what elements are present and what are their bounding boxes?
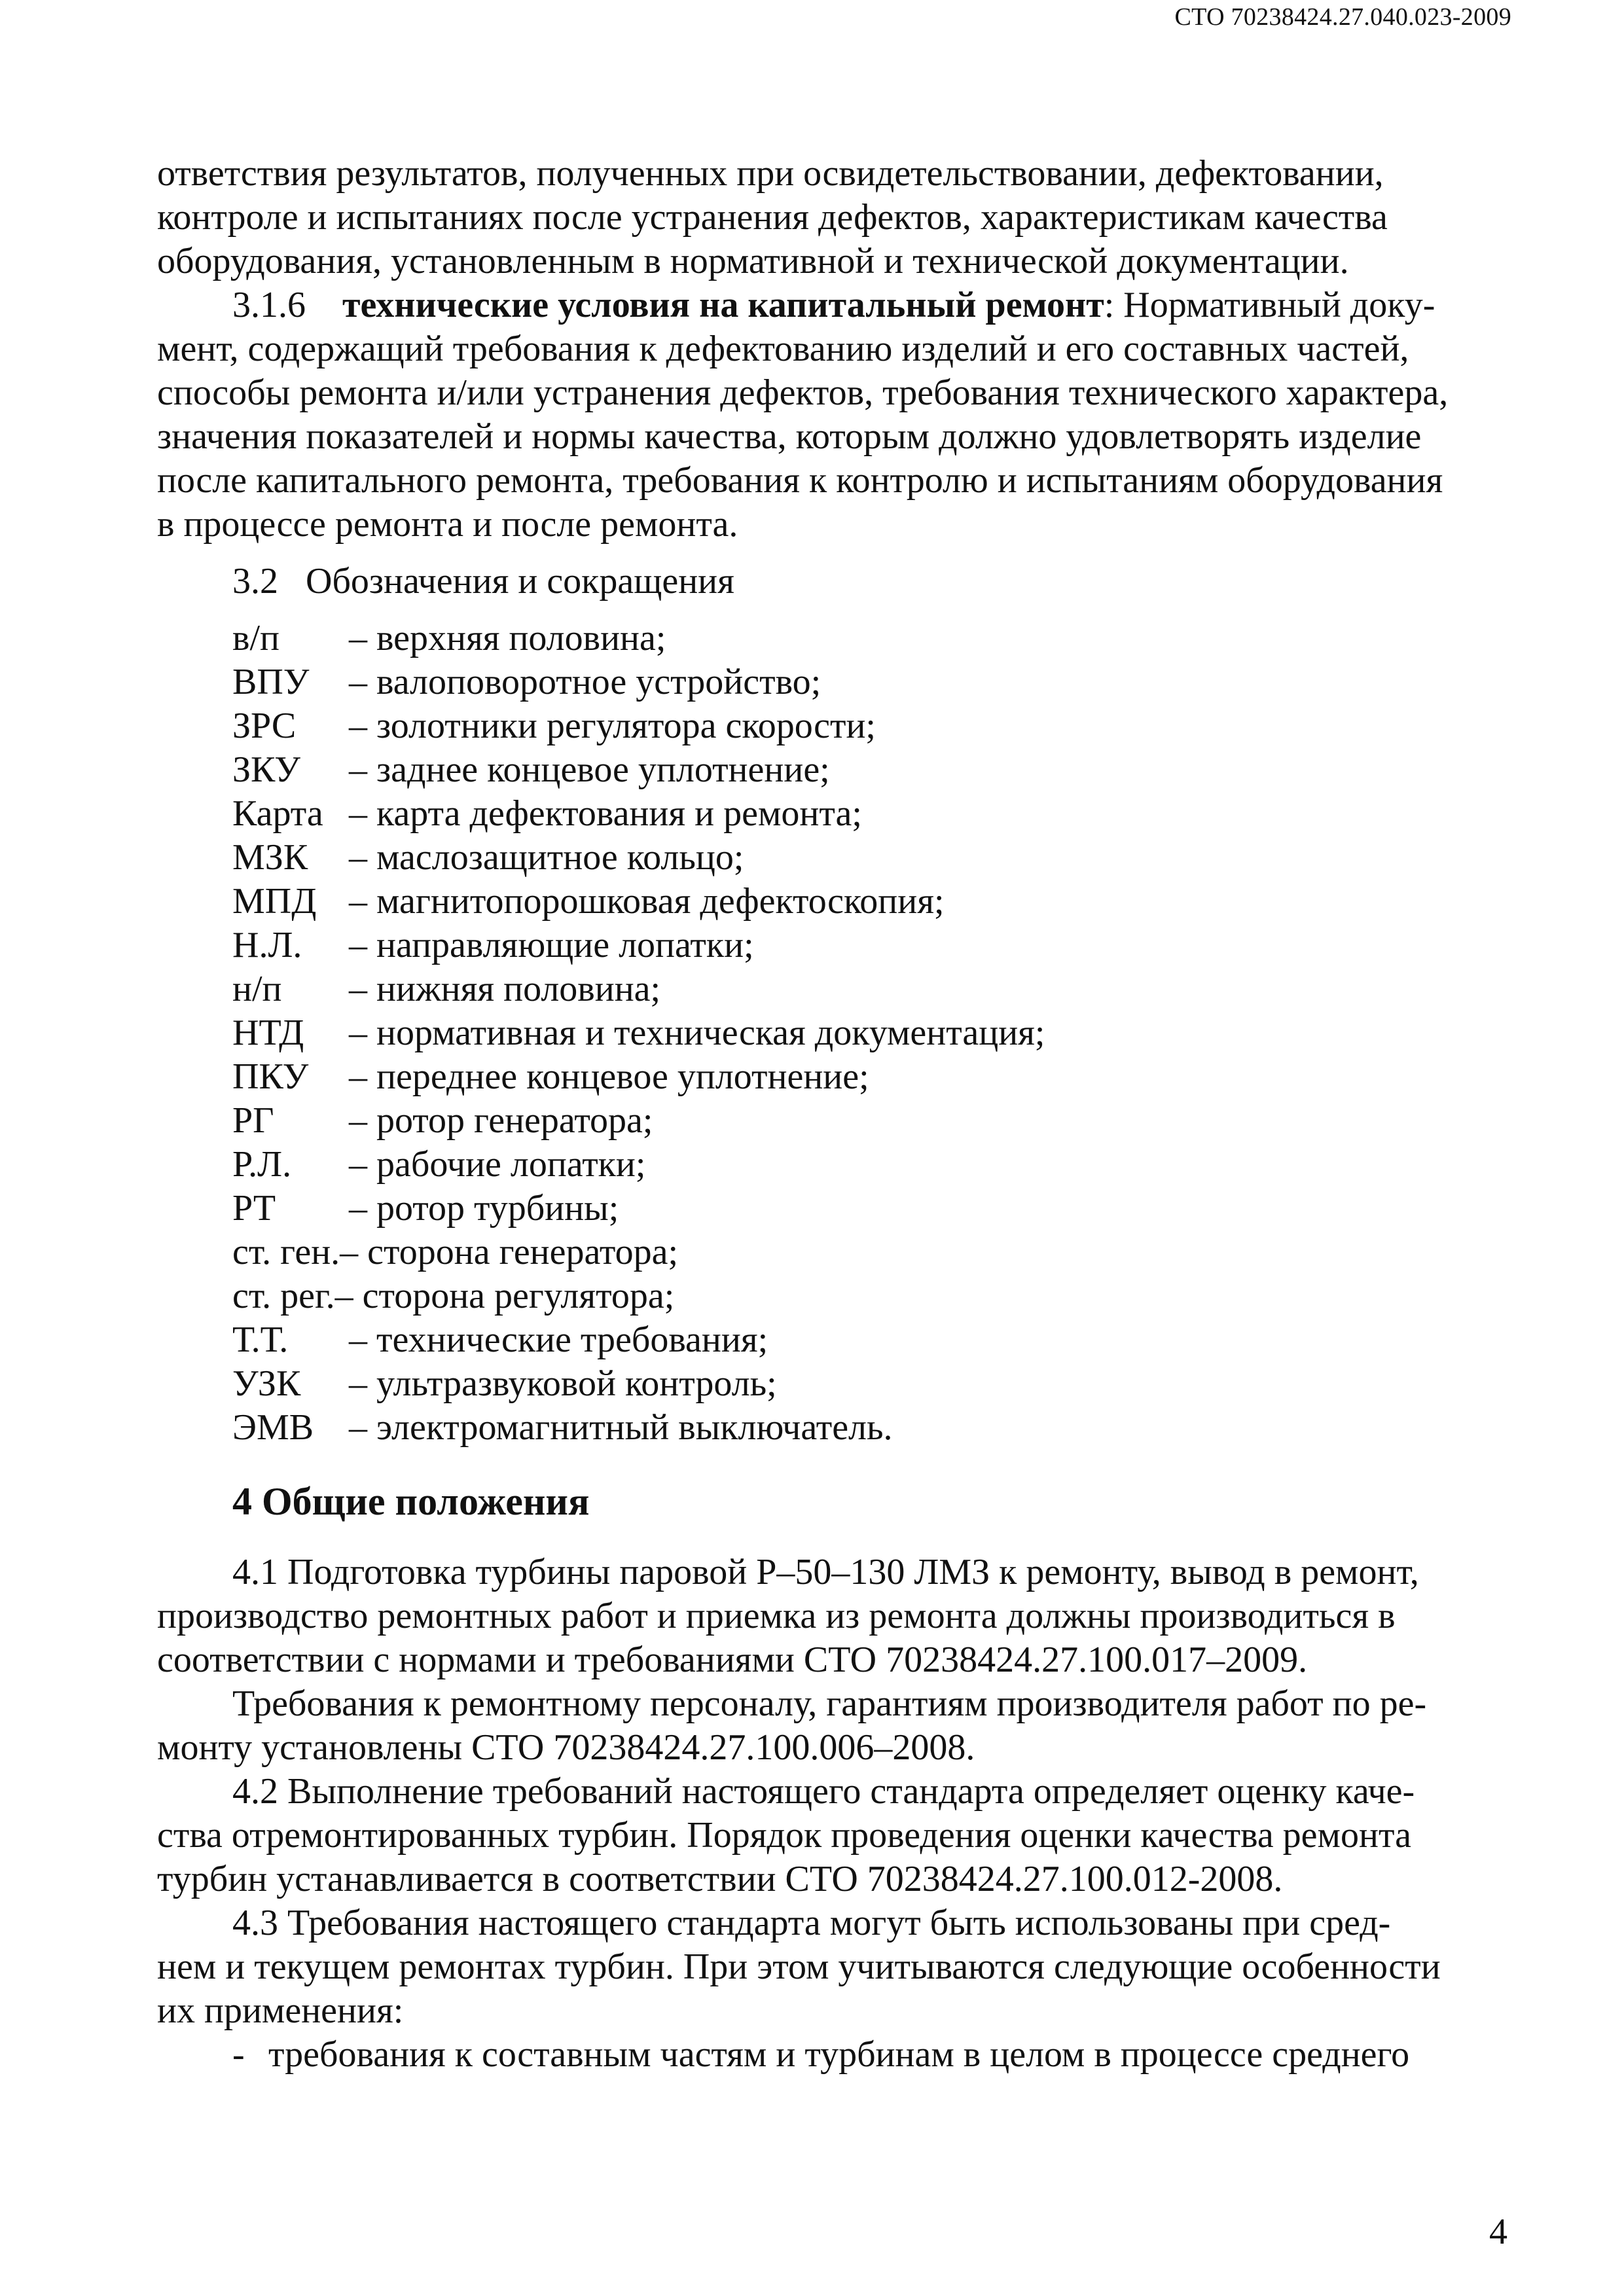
abbreviation: УЗК: [232, 1363, 301, 1404]
abbreviation-row: [232, 967, 1507, 1011]
text-line: ответствия результатов, полученных при освидетельствовании, дефектовании,: [157, 153, 1384, 194]
text-line: турбин устанавливается в соответствии СТО 70238424.27.100.012-2008.: [157, 1859, 1283, 1899]
abbreviation-row: [232, 1055, 1507, 1099]
abbreviation-definition: – рабочие лопатки;: [349, 1144, 646, 1185]
abbreviation-row: [232, 1274, 1507, 1318]
abbreviation-definition: – золотники регулятора скорости;: [349, 706, 876, 746]
clause-number: 3.1.6: [232, 285, 306, 325]
abbreviation-row: [232, 748, 1507, 792]
text-line: Требования к ремонтному персоналу, гарантиям производителя работ по ре-: [232, 1683, 1427, 1724]
bullet-dash: -: [232, 2034, 245, 2075]
abbreviation-definition: – валоповоротное устройство;: [349, 662, 821, 702]
abbreviation-row: [232, 1406, 1507, 1450]
abbreviation: ст. ген.: [232, 1232, 340, 1272]
text-line: производство ремонтных работ и приемка из ремонта должны производиться в: [157, 1596, 1396, 1636]
abbreviation: Т.Т.: [232, 1319, 289, 1360]
text-line: способы ремонта и/или устранения дефектов, требования технического характера,: [157, 372, 1449, 413]
abbreviation-row: [232, 1362, 1507, 1406]
text-line: монту установлены СТО 70238424.27.100.006–2008.: [157, 1727, 975, 1768]
abbreviation: Карта: [232, 793, 323, 834]
abbreviation-definition: – верхняя половина;: [349, 618, 666, 658]
abbreviation: н/п: [232, 969, 282, 1009]
abbreviation-definition: – сторона регулятора;: [334, 1276, 675, 1316]
abbreviation: ПКУ: [232, 1056, 309, 1097]
abbreviation: РТ: [232, 1188, 276, 1229]
page-number: 4: [1489, 2212, 1507, 2252]
abbreviation-row: [232, 924, 1507, 967]
paragraph-3-1-6: [157, 283, 1507, 547]
section-number: 4: [232, 1480, 252, 1523]
abbreviation: НТД: [232, 1013, 304, 1053]
abbreviation-definition: – сторона генератора;: [340, 1232, 679, 1272]
abbreviation: МЗК: [232, 837, 308, 878]
abbreviation: РГ: [232, 1100, 274, 1141]
abbreviation-row: [232, 617, 1507, 660]
abbreviation-definition: – переднее концевое уплотнение;: [349, 1056, 869, 1097]
definition-first-line: [157, 283, 1507, 327]
abbreviation-definition: – ультразвуковой контроль;: [349, 1363, 777, 1404]
text-line: в процессе ремонта и после ремонта.: [157, 504, 738, 545]
bullet-text: требования к составным частям и турбинам в целом в процессе среднего: [268, 2034, 1410, 2075]
abbreviation-row: [232, 1011, 1507, 1055]
abbreviation-definition: – нижняя половина;: [349, 969, 661, 1009]
abbreviation: в/п: [232, 618, 280, 658]
subsection-title: Обозначения и сокращения: [306, 561, 734, 601]
abbreviation-row: [232, 1318, 1507, 1362]
text-line: 4.2 Выполнение требований настоящего стандарта определяет оценку каче-: [232, 1771, 1415, 1812]
abbreviation-definition: – направляющие лопатки;: [349, 925, 754, 965]
abbreviation-definition: – ротор турбины;: [349, 1188, 619, 1229]
text-line: мент, содержащий требования к дефектованию изделий и его составных частей,: [157, 329, 1409, 369]
text-line: 4.1 Подготовка турбины паровой Р–50–130 ЛМЗ к ремонту, вывод в ремонт,: [232, 1552, 1419, 1592]
paragraph-4-3: [157, 1901, 1507, 2033]
abbreviation-definition: – нормативная и техническая документация;: [349, 1013, 1045, 1053]
abbreviation: МПД: [232, 881, 317, 922]
abbreviation-row: [232, 660, 1507, 704]
defined-term: технические условия на капитальный ремонт: [342, 285, 1104, 325]
abbreviation-row: [232, 880, 1507, 924]
paragraph-4-1: [157, 1551, 1507, 1682]
section-heading-4: [232, 1479, 1507, 1524]
abbreviation: ЗКУ: [232, 749, 300, 790]
text-line: соответствии с нормами и требованиями СТО 70238424.27.100.017–2009.: [157, 1640, 1308, 1680]
text-line: их применения:: [157, 1990, 404, 2031]
abbreviation-definition: – заднее концевое уплотнение;: [349, 749, 830, 790]
text-line: контроле и испытаниях после устранения дефектов, характеристикам качества: [157, 197, 1388, 238]
document-code-header: СТО 70238424.27.040.023-2009: [1174, 3, 1511, 31]
abbreviation: Н.Л.: [232, 925, 302, 965]
abbreviation-row: [232, 704, 1507, 748]
abbreviation-definition: – электромагнитный выключатель.: [349, 1407, 893, 1448]
text-line: значения показателей и нормы качества, которым должно удовлетворять изделие: [157, 416, 1422, 457]
abbreviation-definition: – карта дефектования и ремонта;: [349, 793, 862, 834]
subsection-heading-3-2: [232, 560, 1507, 603]
abbreviation-definition: – маслозащитное кольцо;: [349, 837, 744, 878]
abbreviation-row: [232, 1099, 1507, 1143]
text-line: оборудования, установленным в нормативной и технической документации.: [157, 241, 1349, 281]
abbreviation-definition: – магнитопорошковая дефектоскопия;: [349, 881, 945, 922]
abbreviation: ЗРС: [232, 706, 297, 746]
text-line: ства отремонтированных турбин. Порядок проведения оценки качества ремонта: [157, 1815, 1411, 1856]
definition-text: : Нормативный доку-: [1104, 285, 1435, 325]
abbreviation: Р.Л.: [232, 1144, 292, 1185]
section-title: Общие положения: [262, 1480, 590, 1523]
page-body: [157, 152, 1507, 2077]
paragraph-4-2: [157, 1770, 1507, 1901]
abbreviation-row: [232, 836, 1507, 880]
abbreviations-list: [232, 617, 1507, 1450]
text-line: 4.3 Требования настоящего стандарта могут быть использованы при сред-: [232, 1903, 1391, 1943]
abbreviation-row: [232, 792, 1507, 836]
text-line: после капитального ремонта, требования к контролю и испытаниям оборудования: [157, 460, 1443, 501]
paragraph-4-1-requirements: [157, 1682, 1507, 1770]
paragraph-continuation: [157, 152, 1507, 283]
abbreviation-definition: – ротор генератора;: [349, 1100, 653, 1141]
abbreviation-row: [232, 1230, 1507, 1274]
abbreviation: ЭМВ: [232, 1407, 314, 1448]
abbreviation: ВПУ: [232, 662, 310, 702]
abbreviation-definition: – технические требования;: [349, 1319, 768, 1360]
abbreviation-row: [232, 1143, 1507, 1187]
abbreviation: ст. рег.: [232, 1276, 335, 1316]
text-line: нем и текущем ремонтах турбин. При этом учитываются следующие особенности: [157, 1946, 1441, 1987]
bullet-item: [232, 2033, 1507, 2077]
subsection-number: 3.2: [232, 561, 278, 601]
abbreviation-row: [232, 1187, 1507, 1230]
